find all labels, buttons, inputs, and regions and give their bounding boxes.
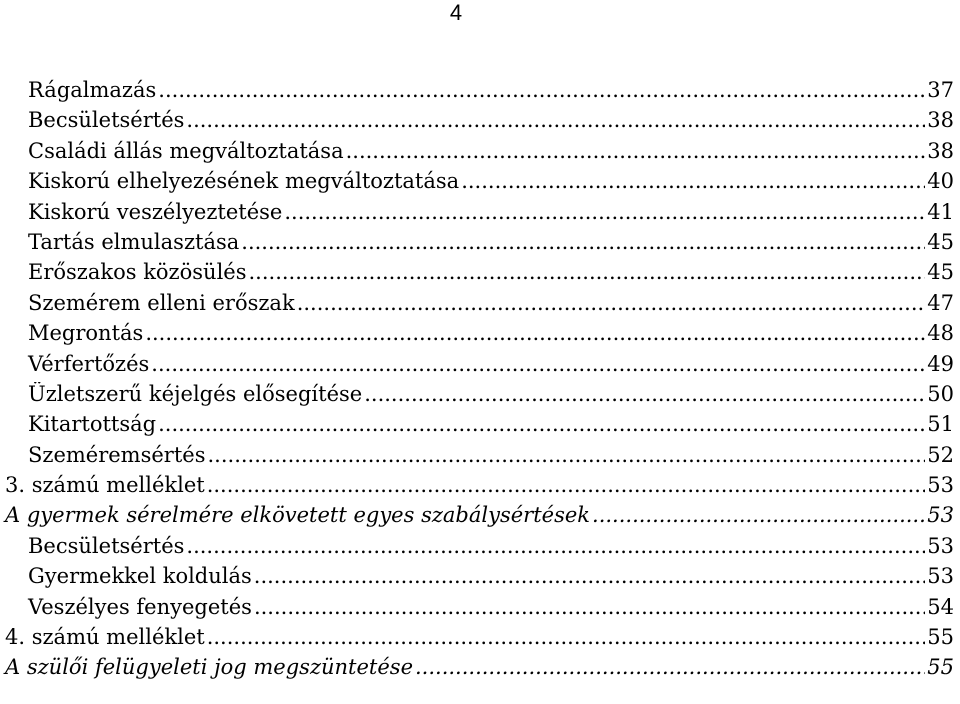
- toc-entry-page: 50: [927, 381, 954, 406]
- toc-entry-title: Tartás elmulasztása: [28, 229, 240, 254]
- dot-leader: [145, 321, 925, 345]
- toc-entry: [0, 169, 960, 199]
- toc-entry-title: 3. számú melléklet: [5, 473, 205, 498]
- toc-entry: [0, 291, 960, 321]
- dot-leader: [284, 200, 925, 224]
- dot-leader: [461, 169, 925, 193]
- toc-entry: [0, 230, 960, 260]
- toc-entry-page: 54: [927, 594, 954, 619]
- toc-entry-page: 53: [927, 473, 954, 498]
- toc-entry: [0, 534, 960, 564]
- toc-entry-title: Kiskorú veszélyeztetése: [28, 199, 283, 224]
- toc-entry: [0, 352, 960, 382]
- toc-entry-title: Veszélyes fenyegetés: [28, 594, 252, 619]
- page-number: 4: [449, 0, 463, 25]
- toc-entry-page: 52: [927, 442, 954, 467]
- toc-entry: [0, 443, 960, 473]
- dot-leader: [346, 139, 926, 163]
- dot-leader: [592, 503, 925, 527]
- toc-entry-page: 38: [927, 138, 954, 163]
- toc-entry: [0, 78, 960, 108]
- toc-entry-title: Üzletszerű kéjelgés elősegítése: [28, 381, 363, 406]
- dot-leader: [364, 382, 925, 406]
- toc-entry-title: A szülői felügyeleti jog megszüntetése: [5, 655, 413, 680]
- dot-leader: [186, 534, 925, 558]
- toc-entry-title: Becsületsértés: [28, 533, 185, 558]
- dot-leader: [158, 412, 925, 436]
- toc-entry-page: 55: [927, 655, 954, 680]
- dot-leader: [415, 655, 925, 679]
- toc-entry-title: 4. számú melléklet: [5, 625, 205, 650]
- toc-entry-page: 47: [927, 290, 954, 315]
- toc-entry-page: 49: [927, 351, 954, 376]
- toc-entry-title: Kitartottság: [28, 412, 157, 437]
- dot-leader: [158, 78, 925, 102]
- toc-entry-page: 55: [927, 625, 954, 650]
- dot-leader: [297, 291, 926, 315]
- toc-entry-page: 38: [927, 108, 954, 133]
- toc-entry-title: Becsületsértés: [28, 108, 185, 133]
- toc-entry: [0, 625, 960, 655]
- toc-entry-title: Családi állás megváltoztatása: [28, 138, 344, 163]
- toc-entry-page: 53: [927, 533, 954, 558]
- toc-entry-title: Erőszakos közösülés: [28, 260, 247, 285]
- toc-entry-page: 40: [927, 169, 954, 194]
- toc-entry: [0, 260, 960, 290]
- toc-entry: [0, 200, 960, 230]
- toc-entry: [0, 655, 960, 685]
- toc-entry-page: 53: [927, 503, 954, 528]
- dot-leader: [208, 443, 926, 467]
- toc-entry-title: A gyermek sérelmére elkövetett egyes szabálysértések: [5, 503, 591, 528]
- toc-entry: [0, 108, 960, 138]
- toc-entry: [0, 564, 960, 594]
- toc-entry: [0, 412, 960, 442]
- toc-entry-title: Rágalmazás: [28, 78, 157, 102]
- toc-entry-page: 53: [927, 564, 954, 589]
- dot-leader: [249, 260, 926, 284]
- toc-entry: [0, 473, 960, 503]
- dot-leader: [254, 595, 925, 619]
- toc-entry-title: Kiskorú elhelyezésének megváltoztatása: [28, 169, 460, 194]
- toc-entry-title: Vérfertőzés: [28, 351, 150, 376]
- toc-entry-page: 48: [927, 321, 954, 346]
- toc-entry-title: Megrontás: [28, 321, 144, 346]
- dot-leader: [186, 108, 925, 132]
- toc-entry-title: Szemérem elleni erőszak: [28, 290, 295, 315]
- toc-entry: [0, 139, 960, 169]
- toc-entry-page: 41: [927, 199, 954, 224]
- table-of-contents: [0, 78, 960, 686]
- toc-entry-page: 45: [927, 260, 954, 285]
- dot-leader: [241, 230, 925, 254]
- toc-entry: [0, 595, 960, 625]
- toc-entry-title: Szeméremsértés: [28, 442, 206, 467]
- toc-entry-page: 51: [927, 412, 954, 437]
- toc-entry: [0, 503, 960, 533]
- dot-leader: [151, 352, 925, 376]
- toc-entry-page: 37: [927, 78, 954, 102]
- toc-entry: [0, 382, 960, 412]
- dot-leader: [254, 564, 925, 588]
- dot-leader: [207, 625, 926, 649]
- toc-entry-title: Gyermekkel koldulás: [28, 564, 252, 589]
- toc-entry-page: 45: [927, 229, 954, 254]
- dot-leader: [207, 473, 926, 497]
- toc-entry: [0, 321, 960, 351]
